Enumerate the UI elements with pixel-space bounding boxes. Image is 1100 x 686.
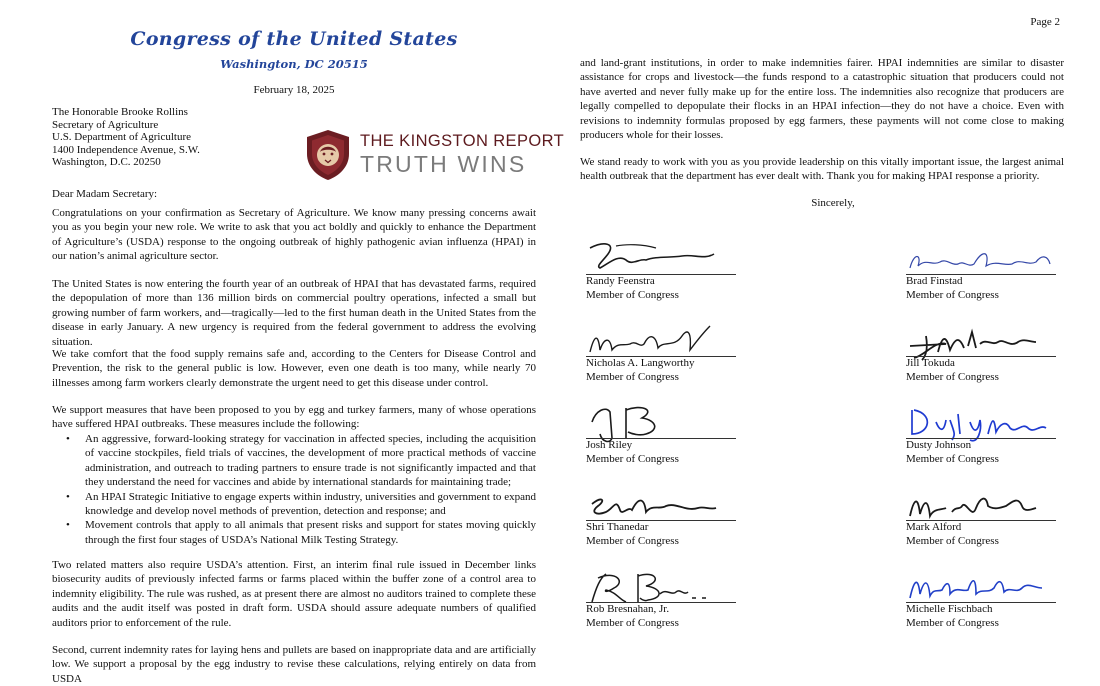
- address-line: U.S. Department of Agriculture: [52, 131, 191, 144]
- list-item-text: Movement controls that apply to all animals that present risks and support for states moving quickly through the first four stages of USDA’s National Milk Testing Strategy.: [85, 519, 536, 546]
- signature-block: [586, 404, 756, 474]
- paragraph: The United States is now entering the fourth year of an outbreak of HPAI that has devastated farms, required the depopulation of more than 136 million birds on commercial poultry operations, infected a small but growing number of farm workers, and—tragically—led to the first human death in the United States from the disease in early January. A new urgency is required from the federal government to address the evolving situation.: [52, 278, 536, 348]
- signatory-title: Member of Congress: [586, 371, 679, 383]
- signatory-title: Member of Congress: [906, 535, 999, 547]
- signature-block: [906, 322, 1076, 392]
- signatory-name: Rob Bresnahan, Jr.: [586, 603, 670, 615]
- watermark-slogan: TRUTH WINS: [360, 151, 527, 177]
- signatory-title: Member of Congress: [586, 453, 679, 465]
- address-line: The Honorable Brooke Rollins: [52, 106, 188, 118]
- signatory-name: Dusty Johnson: [906, 439, 972, 451]
- list-item-text: An aggressive, forward-looking strategy for vaccination in affected species, including the acquisition of vaccine stockpiles, field trials of vaccines, the development of more practical methods of vaccine administration, and outreach to trading partners to ensure trade is not significantly impacted and that they understand the need for vaccines and abide by international standards for maintaining trade;: [85, 433, 536, 489]
- lion-shield-icon: [304, 128, 352, 182]
- letterhead-location: Washington, DC 20515: [220, 57, 368, 71]
- closing: Sincerely,: [811, 197, 855, 209]
- paragraph: We stand ready to work with you as you provide leadership on this vitally important issue, the largest animal health outbreak that the department has ever dealt with. Thank you for making HPAI response a priority.: [580, 156, 1064, 183]
- list-item: [52, 490, 536, 519]
- list-item: [52, 432, 536, 490]
- signature-block: [586, 322, 756, 392]
- address-line: 1400 Independence Avenue, S.W.: [52, 143, 200, 156]
- signatory-name: Jill Tokuda: [906, 357, 955, 369]
- signature-block: [906, 404, 1076, 474]
- measures-list: [52, 432, 536, 547]
- kingston-report-watermark: [304, 128, 565, 182]
- signatory-name: Mark Alford: [906, 521, 962, 533]
- letter-date: February 18, 2025: [253, 84, 335, 96]
- signature-block: [906, 486, 1076, 556]
- signatory-title: Member of Congress: [586, 617, 679, 629]
- salutation: Dear Madam Secretary:: [52, 188, 158, 200]
- paragraph: Second, current indemnity rates for laying hens and pullets are based on inappropriate data and are artificially low. We support a proposal by the egg industry to revise these calculations, relying entirely on data from USDA: [52, 644, 536, 685]
- letterhead-title: Congress of the United States: [130, 28, 458, 50]
- watermark-brand: THE KINGSTON REPORT: [360, 132, 565, 150]
- letter-page-2: [566, 0, 1100, 678]
- signature-block: [586, 568, 756, 638]
- signatory-title: Member of Congress: [906, 453, 999, 465]
- signatory-title: Member of Congress: [906, 289, 999, 301]
- signatory-name: Brad Finstad: [906, 275, 963, 287]
- signatory-title: Member of Congress: [586, 535, 679, 547]
- signatory-title: Member of Congress: [906, 371, 999, 383]
- bullet-icon: •: [66, 490, 70, 503]
- signatory-name: Shri Thanedar: [586, 521, 649, 533]
- signatory-name: Randy Feenstra: [586, 275, 655, 287]
- address-line: Secretary of Agriculture: [52, 118, 159, 131]
- recipient-address: [52, 106, 200, 169]
- paragraph: Congratulations on your confirmation as Secretary of Agriculture. We know many pressing concerns await you as you begin your new role. We write to ask that you act boldly and quickly to enhance the Department of Agriculture’s (USDA) response to the ongoing outbreak of highly pathogenic avian influenza (HPAI) in our nation’s animal agriculture sector.: [52, 207, 536, 263]
- signatory-title: Member of Congress: [906, 617, 999, 629]
- signature-block: [586, 486, 756, 556]
- paragraph: We take comfort that the food supply remains safe and, according to the Centers for Disease Control and Prevention, the risk to the general public is low. However, even one death is too many, while nearly 70 illnesses among farm workers clearly demonstrate the urgent need to get this disease under control.: [52, 348, 536, 389]
- paragraph: and land-grant institutions, in order to make indemnities fairer. HPAI indemnities are similar to disaster assistance for crops and livestock—the funds respond to a catastrophic situation that producers could not have averted and never fully make up for the entire loss. The indemnities also recognize that producers are legally compelled to depopulate their flocks in an HPAI infection—they do not have a choice. Even with revisions to indemnity formulas proposed by egg farmers, these payments will not come close to making producers whole for their losses.: [580, 57, 1064, 142]
- signatory-title: Member of Congress: [586, 289, 679, 301]
- list-item-text: An HPAI Strategic Initiative to engage experts within industry, universities and government to expand knowledge and develop novel methods of prevention, detection and response; and: [85, 490, 536, 518]
- page-number: Page 2: [1030, 16, 1060, 28]
- bullet-icon: •: [66, 519, 70, 532]
- signatory-name: Michelle Fischbach: [906, 603, 993, 615]
- paragraph: Two related matters also require USDA’s attention. First, an interim final rule issued in December links biosecurity audits of previously infected farms or farms placed within the buffer zone of a control area to indemnity eligibility. The rule was rushed, as at present there are almost no auditors trained to complete these audits and the audit itself was posted in draft form. USDA should assure adequate numbers of qualified auditors prior to enforcement of the rule.: [52, 559, 536, 629]
- signature-block: [906, 240, 1076, 310]
- paragraph: We support measures that have been proposed to you by egg and turkey farmers, many of whose operations have suffered HPAI outbreaks. These measures include the following:: [52, 404, 536, 431]
- signatory-name: Josh Riley: [586, 439, 633, 451]
- address-line: Washington, D.C. 20250: [52, 156, 161, 169]
- signature-block: [586, 240, 756, 310]
- signatory-name: Nicholas A. Langworthy: [586, 357, 695, 369]
- list-item: [52, 518, 536, 547]
- bullet-icon: •: [66, 433, 70, 445]
- signature-block: [906, 568, 1076, 638]
